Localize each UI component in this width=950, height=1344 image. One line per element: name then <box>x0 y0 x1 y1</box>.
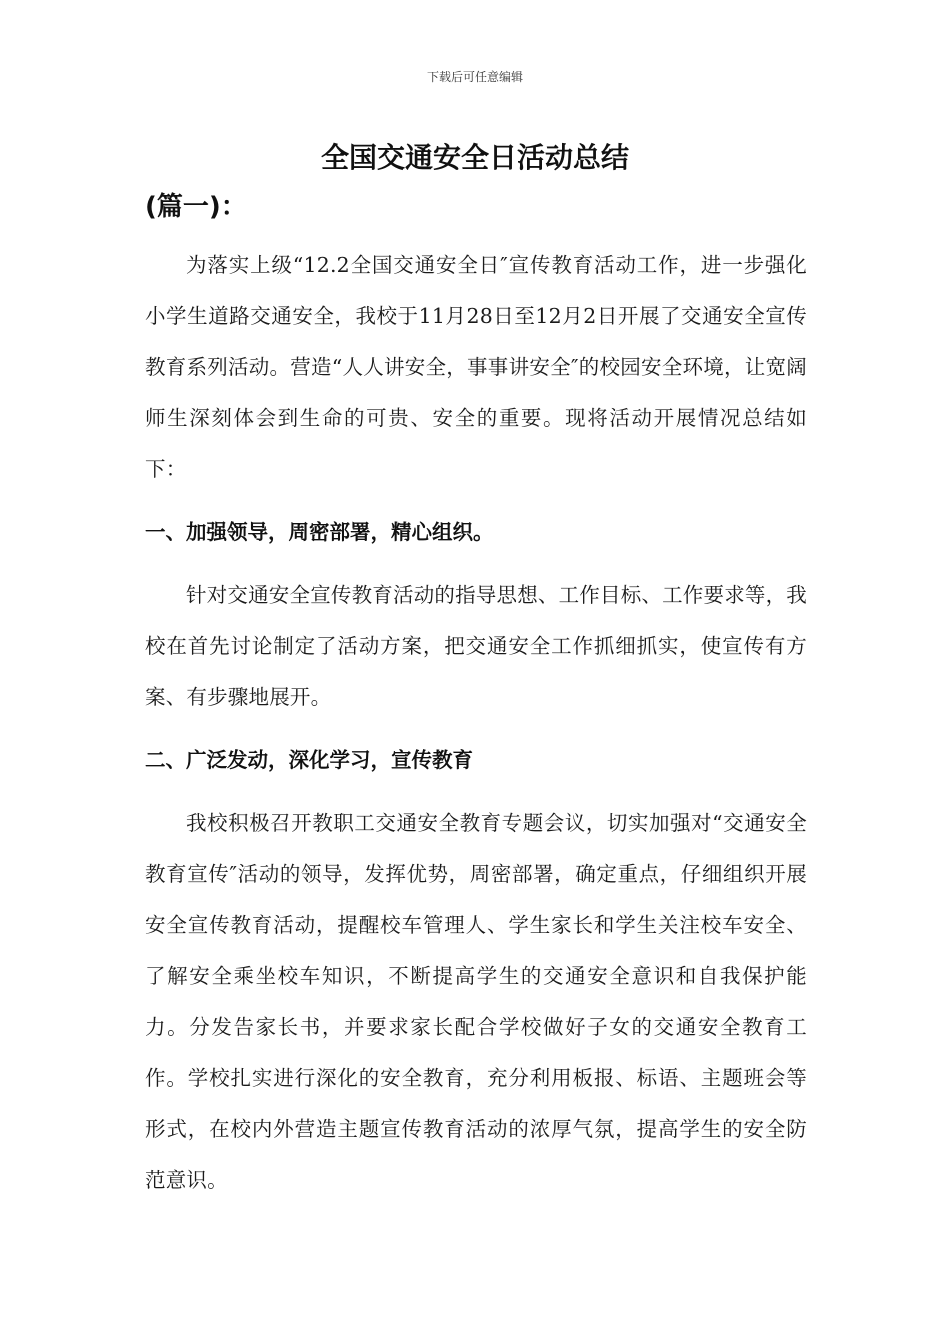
spacer <box>145 723 807 735</box>
section-heading: 一、加强领导，周密部署，精心组织。 <box>145 520 494 544</box>
document-title: 全国交通安全日活动总结 <box>320 141 629 174</box>
spacer <box>145 495 807 507</box>
part-label: (篇一)： <box>145 192 247 222</box>
section-heading: 二、广泛发动，深化学习，宣传教育 <box>145 748 473 772</box>
spacer <box>145 786 807 798</box>
intro-paragraph: 为落实上级“12.2全国交通安全日″宣传教育活动工作，进一步强化小学生道路交通安全，我校于11月28日至12月2日开展了交通安全宣传教育系列活动。营造“人人讲安全，事事讲安全″的校园安全环境，让宽阔师生深刻体会到生命的可贵、安全的重要。现将活动开展情况总结如下： <box>145 253 807 481</box>
section-paragraph: 针对交通安全宣传教育活动的指导思想、工作目标、工作要求等，我校在首先讨论制定了活动方案，把交通安全工作抓细抓实，使宣传有方案、有步骤地展开。 <box>145 583 807 709</box>
header-note: 下载后可任意编辑 <box>426 70 523 84</box>
document-body <box>145 240 807 1206</box>
spacer <box>145 558 807 570</box>
section-paragraph: 我校积极召开教职工交通安全教育专题会议，切实加强对“交通安全教育宣传″活动的领导，发挥优势，周密部署，确定重点，仔细组织开展安全宣传教育活动，提醒校车管理人、学生家长和学生关注校车安全、了解安全乘坐校车知识，不断提高学生的交通安全意识和自我保护能力。分发告家长书，并要求家长配合学校做好子女的交通安全教育工作。学校扎实进行深化的安全教育，充分利用板报、标语、主题班会等形式，在校内外营造主题宣传教育活动的浓厚气氛，提高学生的安全防范意识。 <box>145 811 807 1192</box>
